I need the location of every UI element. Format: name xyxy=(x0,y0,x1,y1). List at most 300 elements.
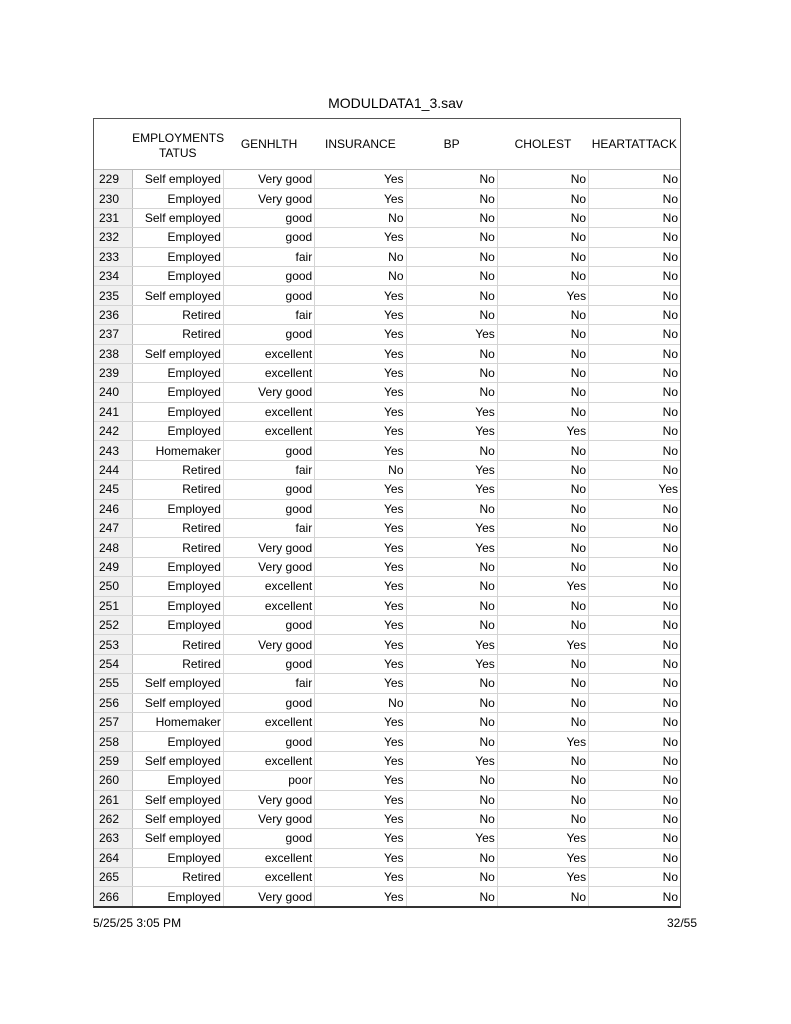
cholest-cell: No xyxy=(497,402,588,421)
footer-datetime: 5/25/25 3:05 PM xyxy=(93,916,182,930)
heartattack-cell: No xyxy=(589,674,680,693)
row-number: 239 xyxy=(94,363,132,382)
table-row xyxy=(94,499,680,518)
data-table-container xyxy=(93,118,681,908)
table-row xyxy=(94,422,680,441)
cholest-cell: Yes xyxy=(497,422,588,441)
genhlth-cell: good xyxy=(223,499,314,518)
table-row xyxy=(94,266,680,285)
cholest-cell: No xyxy=(497,887,588,906)
insurance-cell: Yes xyxy=(315,402,406,421)
heartattack-cell: No xyxy=(589,654,680,673)
row-number: 255 xyxy=(94,674,132,693)
genhlth-cell: good xyxy=(223,325,314,344)
heartattack-cell: No xyxy=(589,383,680,402)
employmentstatus-cell: Self employed xyxy=(132,286,223,305)
heartattack-cell: No xyxy=(589,228,680,247)
table-row xyxy=(94,712,680,731)
heartattack-cell: No xyxy=(589,247,680,266)
genhlth-cell: Very good xyxy=(223,809,314,828)
footer-page-number: 32/55 xyxy=(666,916,697,930)
bp-cell: No xyxy=(406,712,497,731)
insurance-cell: No xyxy=(315,460,406,479)
row-number: 232 xyxy=(94,228,132,247)
heartattack-cell: No xyxy=(589,363,680,382)
insurance-cell: No xyxy=(315,208,406,227)
insurance-cell: Yes xyxy=(315,635,406,654)
heartattack-cell: No xyxy=(589,596,680,615)
employmentstatus-cell: Homemaker xyxy=(132,712,223,731)
table-row xyxy=(94,751,680,770)
insurance-cell: Yes xyxy=(315,732,406,751)
cholest-cell: No xyxy=(497,674,588,693)
heartattack-cell: No xyxy=(589,286,680,305)
cholest-cell: No xyxy=(497,208,588,227)
column-header-bp: BP xyxy=(406,119,497,170)
bp-cell: No xyxy=(406,286,497,305)
row-number: 242 xyxy=(94,422,132,441)
table-row xyxy=(94,848,680,867)
bp-cell: No xyxy=(406,577,497,596)
employmentstatus-cell: Employed xyxy=(132,577,223,596)
heartattack-cell: No xyxy=(589,402,680,421)
genhlth-cell: good xyxy=(223,615,314,634)
employmentstatus-cell: Self employed xyxy=(132,208,223,227)
cholest-cell: No xyxy=(497,751,588,770)
heartattack-cell: No xyxy=(589,615,680,634)
genhlth-cell: excellent xyxy=(223,848,314,867)
column-header-cholest: CHOLEST xyxy=(497,119,588,170)
bp-cell: Yes xyxy=(406,519,497,538)
employmentstatus-cell: Retired xyxy=(132,868,223,887)
cholest-cell: No xyxy=(497,596,588,615)
insurance-cell: Yes xyxy=(315,305,406,324)
row-number: 264 xyxy=(94,848,132,867)
employmentstatus-cell: Employed xyxy=(132,422,223,441)
table-row xyxy=(94,829,680,848)
bp-cell: Yes xyxy=(406,422,497,441)
genhlth-cell: excellent xyxy=(223,363,314,382)
table-row xyxy=(94,596,680,615)
row-number: 262 xyxy=(94,809,132,828)
heartattack-cell: No xyxy=(589,557,680,576)
row-number: 257 xyxy=(94,712,132,731)
employmentstatus-cell: Employed xyxy=(132,363,223,382)
insurance-cell: Yes xyxy=(315,829,406,848)
row-number: 265 xyxy=(94,868,132,887)
genhlth-cell: excellent xyxy=(223,596,314,615)
heartattack-cell: No xyxy=(589,771,680,790)
genhlth-cell: excellent xyxy=(223,344,314,363)
cholest-cell: No xyxy=(497,499,588,518)
heartattack-cell: No xyxy=(589,344,680,363)
bp-cell: No xyxy=(406,170,497,189)
row-number: 246 xyxy=(94,499,132,518)
cholest-cell: No xyxy=(497,654,588,673)
genhlth-cell: fair xyxy=(223,247,314,266)
table-row xyxy=(94,615,680,634)
genhlth-cell: good xyxy=(223,208,314,227)
table-row xyxy=(94,771,680,790)
employmentstatus-cell: Self employed xyxy=(132,809,223,828)
bp-cell: Yes xyxy=(406,829,497,848)
genhlth-cell: Very good xyxy=(223,170,314,189)
cholest-cell: No xyxy=(497,228,588,247)
bp-cell: No xyxy=(406,790,497,809)
bp-cell: No xyxy=(406,809,497,828)
column-header-insurance: INSURANCE xyxy=(315,119,406,170)
genhlth-cell: poor xyxy=(223,771,314,790)
employmentstatus-cell: Retired xyxy=(132,480,223,499)
bp-cell: No xyxy=(406,363,497,382)
table-row xyxy=(94,480,680,499)
table-row xyxy=(94,460,680,479)
genhlth-cell: fair xyxy=(223,305,314,324)
table-row xyxy=(94,189,680,208)
employmentstatus-cell: Employed xyxy=(132,228,223,247)
bp-cell: No xyxy=(406,887,497,906)
bp-cell: Yes xyxy=(406,325,497,344)
employmentstatus-cell: Employed xyxy=(132,402,223,421)
row-number: 261 xyxy=(94,790,132,809)
genhlth-cell: good xyxy=(223,693,314,712)
insurance-cell: Yes xyxy=(315,480,406,499)
table-row xyxy=(94,577,680,596)
insurance-cell: Yes xyxy=(315,615,406,634)
cholest-cell: No xyxy=(497,712,588,731)
genhlth-cell: excellent xyxy=(223,577,314,596)
cholest-cell: No xyxy=(497,305,588,324)
row-number: 233 xyxy=(94,247,132,266)
table-row xyxy=(94,868,680,887)
genhlth-cell: fair xyxy=(223,674,314,693)
cholest-cell: Yes xyxy=(497,577,588,596)
row-number: 244 xyxy=(94,460,132,479)
row-number: 243 xyxy=(94,441,132,460)
employmentstatus-cell: Employed xyxy=(132,615,223,634)
employmentstatus-cell: Employed xyxy=(132,887,223,906)
employmentstatus-cell: Employed xyxy=(132,732,223,751)
bp-cell: No xyxy=(406,266,497,285)
insurance-cell: Yes xyxy=(315,325,406,344)
bp-cell: No xyxy=(406,208,497,227)
table-row xyxy=(94,635,680,654)
cholest-cell: No xyxy=(497,519,588,538)
table-row xyxy=(94,732,680,751)
table-row xyxy=(94,557,680,576)
employmentstatus-cell: Employed xyxy=(132,771,223,790)
insurance-cell: Yes xyxy=(315,557,406,576)
bp-cell: No xyxy=(406,383,497,402)
employmentstatus-cell: Employed xyxy=(132,848,223,867)
genhlth-cell: Very good xyxy=(223,635,314,654)
heartattack-cell: No xyxy=(589,538,680,557)
bp-cell: Yes xyxy=(406,654,497,673)
employmentstatus-cell: Self employed xyxy=(132,751,223,770)
row-number: 260 xyxy=(94,771,132,790)
bp-cell: No xyxy=(406,693,497,712)
table-row xyxy=(94,344,680,363)
cholest-cell: No xyxy=(497,615,588,634)
bp-cell: No xyxy=(406,499,497,518)
row-number: 253 xyxy=(94,635,132,654)
table-row xyxy=(94,538,680,557)
data-table xyxy=(94,119,680,906)
bp-cell: No xyxy=(406,189,497,208)
heartattack-cell: No xyxy=(589,712,680,731)
insurance-cell: No xyxy=(315,266,406,285)
row-number: 247 xyxy=(94,519,132,538)
row-number: 259 xyxy=(94,751,132,770)
table-row xyxy=(94,519,680,538)
table-row xyxy=(94,228,680,247)
heartattack-cell: No xyxy=(589,208,680,227)
row-number: 250 xyxy=(94,577,132,596)
row-number: 245 xyxy=(94,480,132,499)
insurance-cell: Yes xyxy=(315,868,406,887)
bp-cell: No xyxy=(406,868,497,887)
genhlth-cell: good xyxy=(223,732,314,751)
insurance-cell: Yes xyxy=(315,596,406,615)
cholest-cell: No xyxy=(497,170,588,189)
insurance-cell: Yes xyxy=(315,228,406,247)
bp-cell: No xyxy=(406,732,497,751)
heartattack-cell: No xyxy=(589,499,680,518)
bp-cell: Yes xyxy=(406,635,497,654)
bp-cell: No xyxy=(406,848,497,867)
heartattack-cell: Yes xyxy=(589,480,680,499)
genhlth-cell: good xyxy=(223,266,314,285)
heartattack-cell: No xyxy=(589,868,680,887)
heartattack-cell: No xyxy=(589,887,680,906)
genhlth-cell: excellent xyxy=(223,422,314,441)
heartattack-cell: No xyxy=(589,635,680,654)
cholest-cell: No xyxy=(497,363,588,382)
insurance-cell: Yes xyxy=(315,189,406,208)
cholest-cell: No xyxy=(497,344,588,363)
employmentstatus-cell: Employed xyxy=(132,557,223,576)
cholest-cell: Yes xyxy=(497,732,588,751)
genhlth-cell: good xyxy=(223,654,314,673)
column-header-rownum xyxy=(94,119,132,170)
cholest-cell: No xyxy=(497,266,588,285)
genhlth-cell: excellent xyxy=(223,402,314,421)
row-number: 263 xyxy=(94,829,132,848)
genhlth-cell: excellent xyxy=(223,751,314,770)
employmentstatus-cell: Employed xyxy=(132,266,223,285)
genhlth-cell: fair xyxy=(223,519,314,538)
insurance-cell: Yes xyxy=(315,712,406,731)
employmentstatus-cell: Retired xyxy=(132,519,223,538)
table-row xyxy=(94,441,680,460)
heartattack-cell: No xyxy=(589,577,680,596)
table-body xyxy=(94,170,680,906)
heartattack-cell: No xyxy=(589,519,680,538)
insurance-cell: Yes xyxy=(315,577,406,596)
insurance-cell: Yes xyxy=(315,363,406,382)
genhlth-cell: good xyxy=(223,480,314,499)
insurance-cell: Yes xyxy=(315,519,406,538)
bp-cell: Yes xyxy=(406,538,497,557)
heartattack-cell: No xyxy=(589,189,680,208)
table-row xyxy=(94,383,680,402)
genhlth-cell: Very good xyxy=(223,189,314,208)
bp-cell: No xyxy=(406,305,497,324)
table-row xyxy=(94,363,680,382)
heartattack-cell: No xyxy=(589,460,680,479)
column-header-genhlth: GENHLTH xyxy=(223,119,314,170)
heartattack-cell: No xyxy=(589,266,680,285)
heartattack-cell: No xyxy=(589,441,680,460)
cholest-cell: No xyxy=(497,809,588,828)
column-header-employmentstatus-label: EMPLOYMENTS TATUS xyxy=(132,130,225,160)
insurance-cell: Yes xyxy=(315,771,406,790)
cholest-cell: Yes xyxy=(497,829,588,848)
bp-cell: No xyxy=(406,771,497,790)
employmentstatus-cell: Self employed xyxy=(132,674,223,693)
column-header-employmentstatus xyxy=(132,119,223,170)
table-row xyxy=(94,790,680,809)
genhlth-cell: Very good xyxy=(223,557,314,576)
heartattack-cell: No xyxy=(589,693,680,712)
heartattack-cell: No xyxy=(589,829,680,848)
employmentstatus-cell: Homemaker xyxy=(132,441,223,460)
table-row xyxy=(94,654,680,673)
insurance-cell: Yes xyxy=(315,441,406,460)
row-number: 256 xyxy=(94,693,132,712)
cholest-cell: No xyxy=(497,247,588,266)
row-number: 252 xyxy=(94,615,132,634)
bp-cell: No xyxy=(406,441,497,460)
bp-cell: Yes xyxy=(406,751,497,770)
row-number: 241 xyxy=(94,402,132,421)
heartattack-cell: No xyxy=(589,732,680,751)
row-number: 235 xyxy=(94,286,132,305)
insurance-cell: Yes xyxy=(315,170,406,189)
cholest-cell: No xyxy=(497,441,588,460)
bp-cell: Yes xyxy=(406,460,497,479)
genhlth-cell: good xyxy=(223,286,314,305)
table-row xyxy=(94,674,680,693)
employmentstatus-cell: Employed xyxy=(132,596,223,615)
row-number: 234 xyxy=(94,266,132,285)
row-number: 254 xyxy=(94,654,132,673)
cholest-cell: No xyxy=(497,790,588,809)
insurance-cell: Yes xyxy=(315,422,406,441)
table-row xyxy=(94,247,680,266)
table-row xyxy=(94,887,680,906)
employmentstatus-cell: Self employed xyxy=(132,344,223,363)
cholest-cell: No xyxy=(497,557,588,576)
employmentstatus-cell: Retired xyxy=(132,654,223,673)
cholest-cell: No xyxy=(497,189,588,208)
bp-cell: No xyxy=(406,674,497,693)
employmentstatus-cell: Retired xyxy=(132,305,223,324)
insurance-cell: Yes xyxy=(315,674,406,693)
employmentstatus-cell: Retired xyxy=(132,325,223,344)
genhlth-cell: excellent xyxy=(223,868,314,887)
document-title: MODULDATA1_3.sav xyxy=(328,95,463,111)
heartattack-cell: No xyxy=(589,325,680,344)
genhlth-cell: good xyxy=(223,228,314,247)
insurance-cell: Yes xyxy=(315,286,406,305)
insurance-cell: No xyxy=(315,693,406,712)
employmentstatus-cell: Self employed xyxy=(132,170,223,189)
bp-cell: No xyxy=(406,596,497,615)
cholest-cell: No xyxy=(497,538,588,557)
genhlth-cell: Very good xyxy=(223,887,314,906)
bp-cell: No xyxy=(406,228,497,247)
employmentstatus-cell: Employed xyxy=(132,499,223,518)
employmentstatus-cell: Retired xyxy=(132,460,223,479)
heartattack-cell: No xyxy=(589,422,680,441)
bp-cell: No xyxy=(406,344,497,363)
row-number: 266 xyxy=(94,887,132,906)
cholest-cell: Yes xyxy=(497,848,588,867)
row-number: 240 xyxy=(94,383,132,402)
table-row xyxy=(94,208,680,227)
insurance-cell: Yes xyxy=(315,848,406,867)
bp-cell: Yes xyxy=(406,480,497,499)
genhlth-cell: excellent xyxy=(223,712,314,731)
row-number: 231 xyxy=(94,208,132,227)
insurance-cell: Yes xyxy=(315,809,406,828)
genhlth-cell: Very good xyxy=(223,383,314,402)
table-row xyxy=(94,305,680,324)
employmentstatus-cell: Self employed xyxy=(132,693,223,712)
employmentstatus-cell: Retired xyxy=(132,635,223,654)
heartattack-cell: No xyxy=(589,170,680,189)
cholest-cell: No xyxy=(497,693,588,712)
insurance-cell: Yes xyxy=(315,344,406,363)
employmentstatus-cell: Employed xyxy=(132,189,223,208)
cholest-cell: No xyxy=(497,325,588,344)
row-number: 258 xyxy=(94,732,132,751)
header-row xyxy=(94,119,680,170)
table-row xyxy=(94,809,680,828)
heartattack-cell: No xyxy=(589,848,680,867)
row-number: 251 xyxy=(94,596,132,615)
cholest-cell: No xyxy=(497,480,588,499)
employmentstatus-cell: Employed xyxy=(132,247,223,266)
table-row xyxy=(94,286,680,305)
column-header-heartattack: HEARTATTACK xyxy=(589,119,680,170)
insurance-cell: Yes xyxy=(315,887,406,906)
genhlth-cell: Very good xyxy=(223,538,314,557)
bp-cell: No xyxy=(406,247,497,266)
employmentstatus-cell: Self employed xyxy=(132,829,223,848)
insurance-cell: Yes xyxy=(315,538,406,557)
heartattack-cell: No xyxy=(589,809,680,828)
bp-cell: No xyxy=(406,615,497,634)
row-number: 237 xyxy=(94,325,132,344)
insurance-cell: Yes xyxy=(315,751,406,770)
row-number: 238 xyxy=(94,344,132,363)
table-row xyxy=(94,402,680,421)
insurance-cell: Yes xyxy=(315,383,406,402)
bp-cell: No xyxy=(406,557,497,576)
insurance-cell: Yes xyxy=(315,790,406,809)
heartattack-cell: No xyxy=(589,751,680,770)
cholest-cell: No xyxy=(497,460,588,479)
employmentstatus-cell: Self employed xyxy=(132,790,223,809)
employmentstatus-cell: Retired xyxy=(132,538,223,557)
employmentstatus-cell: Employed xyxy=(132,383,223,402)
genhlth-cell: good xyxy=(223,441,314,460)
cholest-cell: Yes xyxy=(497,286,588,305)
row-number: 229 xyxy=(94,170,132,189)
table-row xyxy=(94,170,680,189)
